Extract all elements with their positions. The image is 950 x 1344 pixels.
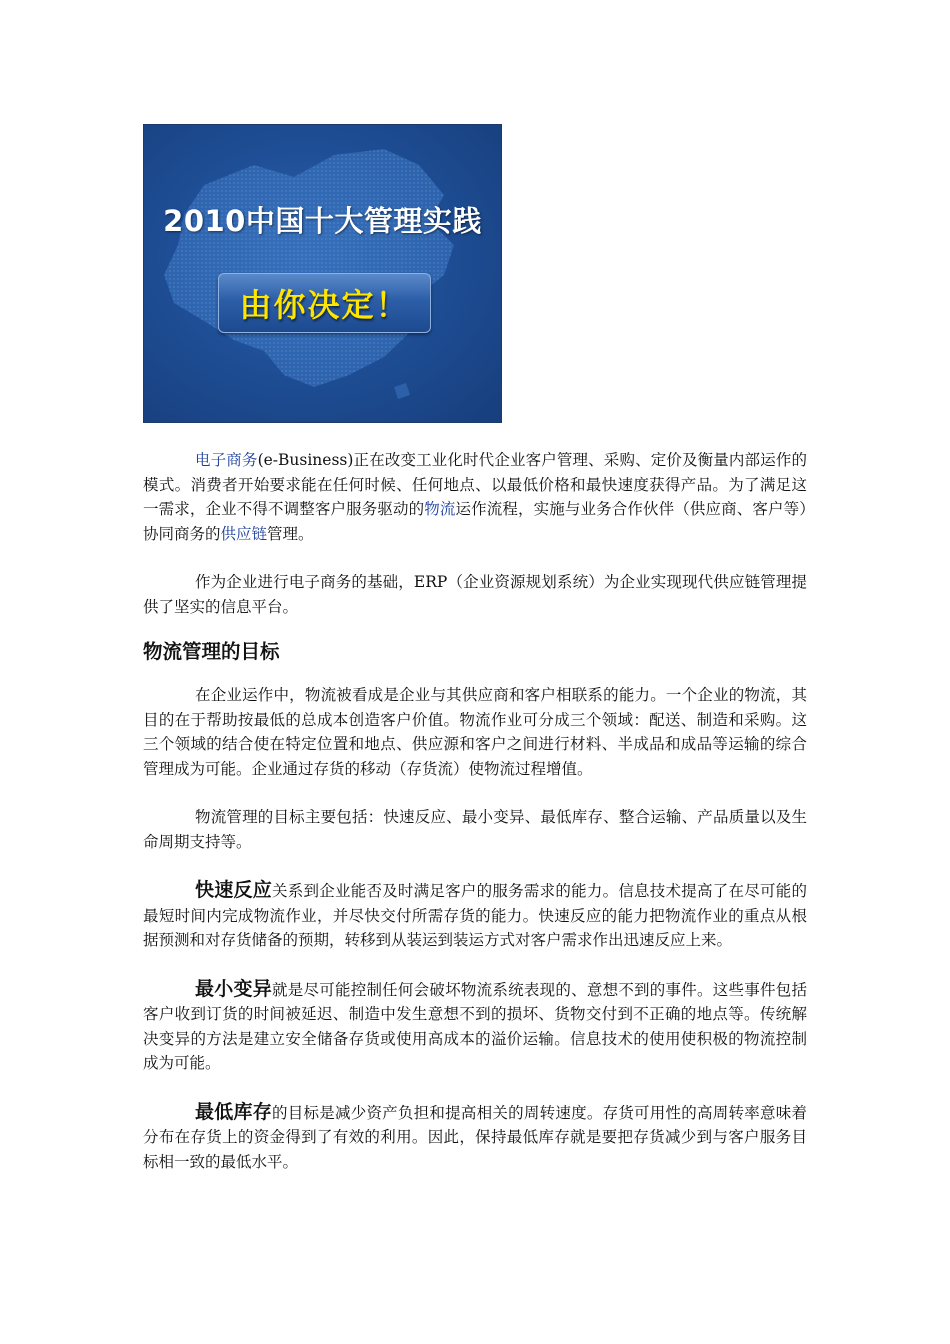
banner-image[interactable] xyxy=(143,124,502,423)
goals-summary-paragraph: 物流管理的目标主要包括：快速反应、最小变异、最低库存、整合运输、产品质量以及生命周期支持等。 xyxy=(143,808,807,851)
link-e-business[interactable]: 电子商务 xyxy=(195,451,258,469)
goal-paragraph-min-inventory xyxy=(143,1100,807,1175)
intro-text-2: 运作流程，实施与业务合作伙伴（供应商、客户等）协同商务的 xyxy=(143,500,807,543)
vote-button-label: 由你决定！ xyxy=(239,286,410,324)
article-body xyxy=(143,448,807,1174)
intro-text-3: 管理。 xyxy=(267,524,314,543)
goal-text: 的目标是减少资产负担和提高相关的周转速度。存货可用性的高周转率意味着分布在存货上的资金得到了有效的利用。因此，保持最低库存就是要把存货减少到与客户服务目标相一致的最低水平。 xyxy=(143,1103,807,1171)
goal-term: 最小变异 xyxy=(195,977,272,1000)
goal-paragraph-quick-response xyxy=(143,878,807,953)
goal-text: 就是尽可能控制任何会破坏物流系统表现的、意想不到的事件。这些事件包括客户收到订货的时间被延迟、制造中发生意想不到的损坏、货物交付到不正确的地点等。传统解决变异的方法是建立安全储备存货或使用高成本的溢价运输。信息技术的使用使积极的物流控制成为可能。 xyxy=(143,980,807,1072)
link-logistics[interactable]: 物流 xyxy=(424,500,456,518)
erp-paragraph: 作为企业进行电子商务的基础，ERP（企业资源规划系统）为企业实现现代供应链管理提供了坚实的信息平台。 xyxy=(143,573,807,616)
goal-term: 快速反应 xyxy=(195,879,272,901)
goal-term: 最低库存 xyxy=(195,1100,272,1123)
link-supply-chain[interactable]: 供应链 xyxy=(220,524,268,543)
logistics-paragraph: 在企业运作中，物流被看成是企业与其供应商和客户相联系的能力。一个企业的物流，其目的在于帮助按最低的总成本创造客户价值。物流作业可分成三个领域：配送、制造和采购。这三个领域的结合使在特定位置和地点、供应源和客户之间进行材料、半成品和成品等运输的综合管理成为可能。企业通过存货的移动（存货流）使物流过程增值。 xyxy=(143,686,807,778)
intro-text-1: (e-Business)正在改变工业化时代企业客户管理、采购、定价及衡量内部运作的模式。消费者开始要求能在任何时候、任何地点、以最低价格和最快速度获得产品。为了满足这一需求，企业不得不调整客户服务驱动的 xyxy=(143,451,807,518)
vote-button[interactable] xyxy=(218,273,431,333)
banner-title: 2010中国十大管理实践 xyxy=(163,204,482,238)
section-heading: 物流管理的目标 xyxy=(143,640,280,663)
goal-paragraph-min-variance xyxy=(143,977,807,1076)
intro-paragraph xyxy=(143,448,807,546)
goal-text: 关系到企业能否及时满足客户的服务需求的能力。信息技术提高了在尽可能的最短时间内完成物流作业，并尽快交付所需存货的能力。快速反应的能力把物流作业的重点从根据预测和对存货储备的预期，转移到从装运到装运方式对客户需求作出迅速反应上来。 xyxy=(143,882,807,949)
